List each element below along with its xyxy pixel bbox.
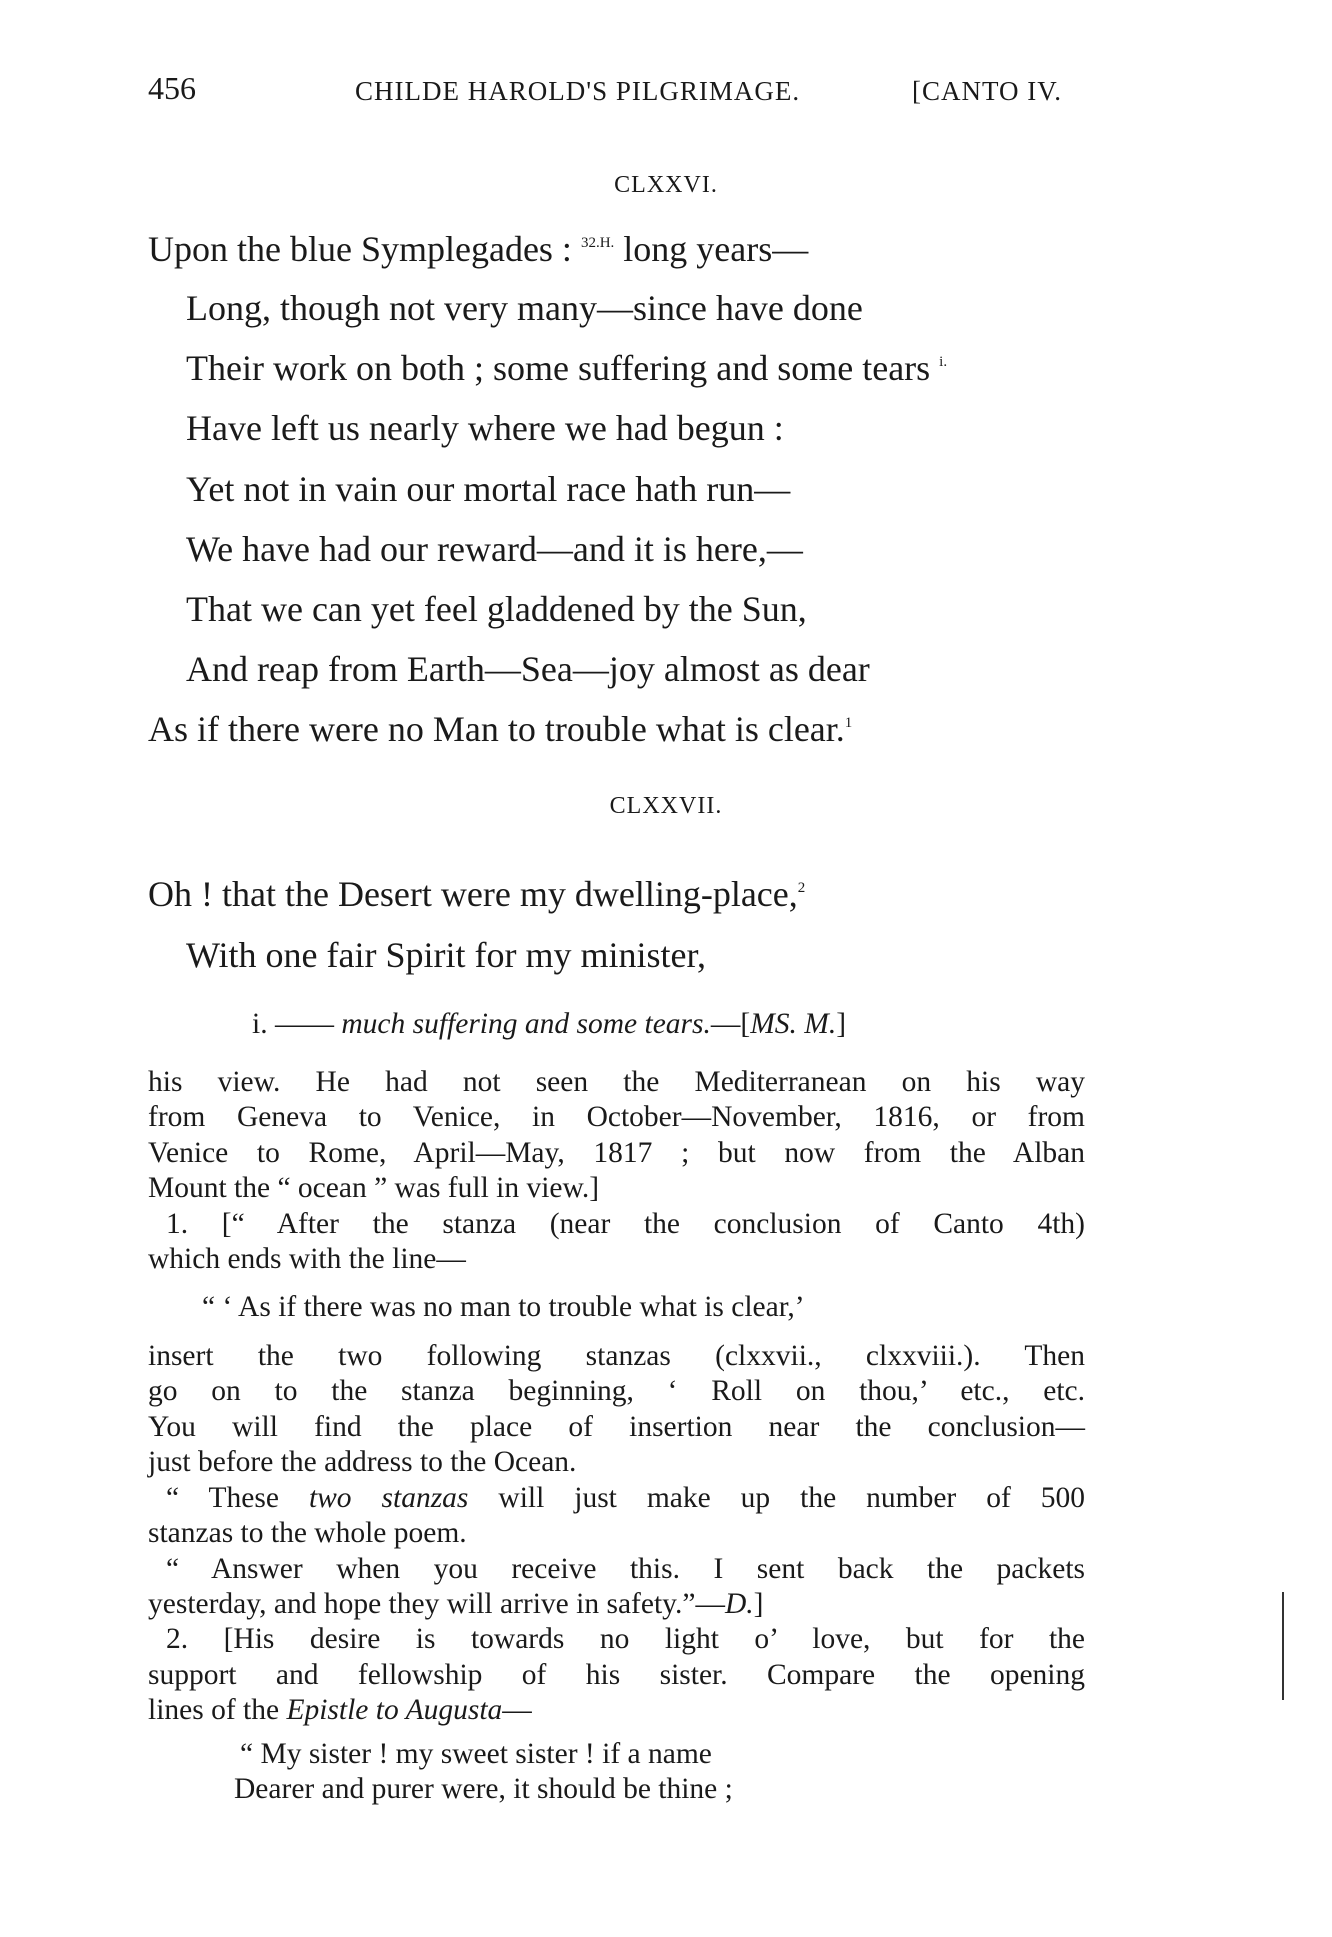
- stanza-number: CLXXVI.: [614, 172, 718, 198]
- text-segment: will just make up the number of 500: [468, 1482, 1086, 1514]
- footnote-line: [166, 1553, 1085, 1586]
- text-segment: Their work on both ; some suffering and some tears: [186, 348, 940, 388]
- text-segment: “ My sister ! my sweet sister ! if a name: [240, 1738, 712, 1770]
- text-segment: Epistle to Augusta: [286, 1694, 503, 1726]
- footnote-line: [148, 1066, 1085, 1099]
- footnote-line: [148, 1375, 1085, 1408]
- verse-line: [148, 708, 852, 750]
- footnote-line: [166, 1623, 1085, 1656]
- text-segment: yesterday, and hope they will arrive in safety.”—: [148, 1588, 725, 1620]
- footnote-line: [148, 1101, 1085, 1134]
- text-segment: which ends with the line—: [148, 1243, 466, 1275]
- text-segment: long years—: [614, 229, 809, 269]
- text-segment: lines of the: [148, 1694, 287, 1726]
- text-segment: We have had our reward—and it is here,—: [186, 529, 803, 569]
- text-segment: 2. [His desire is towards no light o’ love, but for the: [166, 1623, 1085, 1655]
- text-segment: much suffering and some tears.: [341, 1008, 711, 1040]
- verse-line: [186, 347, 947, 389]
- text-segment: MS. M.: [750, 1008, 837, 1040]
- text-segment: from Geneva to Venice, in October—November, 1816, or from: [148, 1101, 1085, 1133]
- text-segment: go on to the stanza beginning, ‘ Roll on thou,’ etc., etc.: [148, 1375, 1085, 1407]
- text-segment: Upon the blue Symplegades :: [148, 229, 581, 269]
- footnote-line: [166, 1208, 1085, 1241]
- page-number: 456: [148, 70, 196, 106]
- text-segment: Mount the “ ocean ” was full in view.]: [148, 1172, 600, 1204]
- verse-line: [186, 588, 807, 630]
- text-segment: Yet not in vain our mortal race hath run—: [186, 469, 791, 509]
- text-segment: i. ——: [252, 1008, 342, 1040]
- text-segment: “ ‘ As if there was no man to trouble what is clear,’: [202, 1291, 805, 1323]
- text-segment: And reap from Earth—Sea—joy almost as dear: [186, 649, 870, 689]
- text-segment: stanzas to the whole poem.: [148, 1517, 467, 1549]
- footnote-line: [148, 1694, 532, 1727]
- footnote-line: [234, 1773, 733, 1806]
- footnote-line: [148, 1588, 763, 1621]
- text-segment: two stanzas: [308, 1482, 469, 1514]
- footnote-line: [148, 1659, 1085, 1692]
- verse-line: [186, 934, 706, 976]
- verse-line: [186, 648, 870, 690]
- footnote-line: [148, 1446, 576, 1479]
- footnote-line: [148, 1411, 1085, 1444]
- verse-line: [186, 468, 790, 510]
- footnote-line: [148, 1517, 467, 1550]
- footnote-line: [148, 1172, 599, 1205]
- text-segment: —: [502, 1694, 532, 1726]
- verse-line: [148, 873, 805, 915]
- footnote-marker: i.: [939, 354, 948, 370]
- text-segment: ]: [836, 1008, 847, 1040]
- text-segment: Dearer and purer were, it should be thine ;: [234, 1773, 733, 1805]
- text-segment: “ These: [166, 1482, 309, 1514]
- canto-label: [CANTO IV.: [912, 76, 1063, 106]
- margin-mark: [1282, 1592, 1284, 1700]
- text-segment: As if there were no Man to trouble what is clear.: [148, 709, 845, 749]
- footnote-marker: 1: [844, 715, 853, 731]
- variant-note: [252, 1008, 846, 1041]
- text-segment: support and fellowship of his sister. Compare the opening: [148, 1659, 1085, 1691]
- text-segment: insert the two following stanzas (clxxvii., clxxviii.). Then: [148, 1340, 1085, 1372]
- text-segment: Have left us nearly where we had begun :: [186, 408, 784, 448]
- text-segment: ]: [753, 1588, 764, 1620]
- verse-line: [148, 228, 808, 270]
- footnote-line: [148, 1137, 1085, 1170]
- footnote-line: [148, 1243, 466, 1276]
- text-segment: just before the address to the Ocean.: [148, 1446, 577, 1478]
- footnote-line: [240, 1738, 712, 1771]
- text-segment: Venice to Rome, April—May, 1817 ; but now from the Alban: [148, 1137, 1085, 1169]
- text-segment: That we can yet feel gladdened by the Sun,: [186, 589, 807, 629]
- stanza-number: CLXXVII.: [609, 793, 723, 819]
- footnote-marker: 32.H.: [580, 235, 615, 251]
- text-segment: —[: [710, 1008, 751, 1040]
- verse-line: [186, 407, 784, 449]
- text-segment: his view. He had not seen the Mediterranean on his way: [148, 1066, 1085, 1098]
- text-segment: Oh ! that the Desert were my dwelling-place,: [148, 874, 798, 914]
- text-segment: With one fair Spirit for my minister,: [186, 935, 707, 975]
- running-title: CHILDE HAROLD'S PILGRIMAGE.: [355, 76, 801, 106]
- text-segment: Long, though not very many—since have done: [186, 288, 863, 328]
- verse-line: [186, 528, 803, 570]
- footnote-line: [148, 1340, 1085, 1373]
- text-segment: You will find the place of insertion near the conclusion—: [148, 1411, 1085, 1443]
- verse-line: [186, 287, 863, 329]
- footnote-line: [166, 1482, 1085, 1515]
- text-segment: 1. [“ After the stanza (near the conclusion of Canto 4th): [166, 1208, 1085, 1240]
- text-segment: “ Answer when you receive this. I sent back the packets: [166, 1553, 1085, 1585]
- text-segment: D.: [724, 1588, 754, 1620]
- footnote-marker: 2: [797, 880, 806, 896]
- footnote-line: [202, 1291, 805, 1324]
